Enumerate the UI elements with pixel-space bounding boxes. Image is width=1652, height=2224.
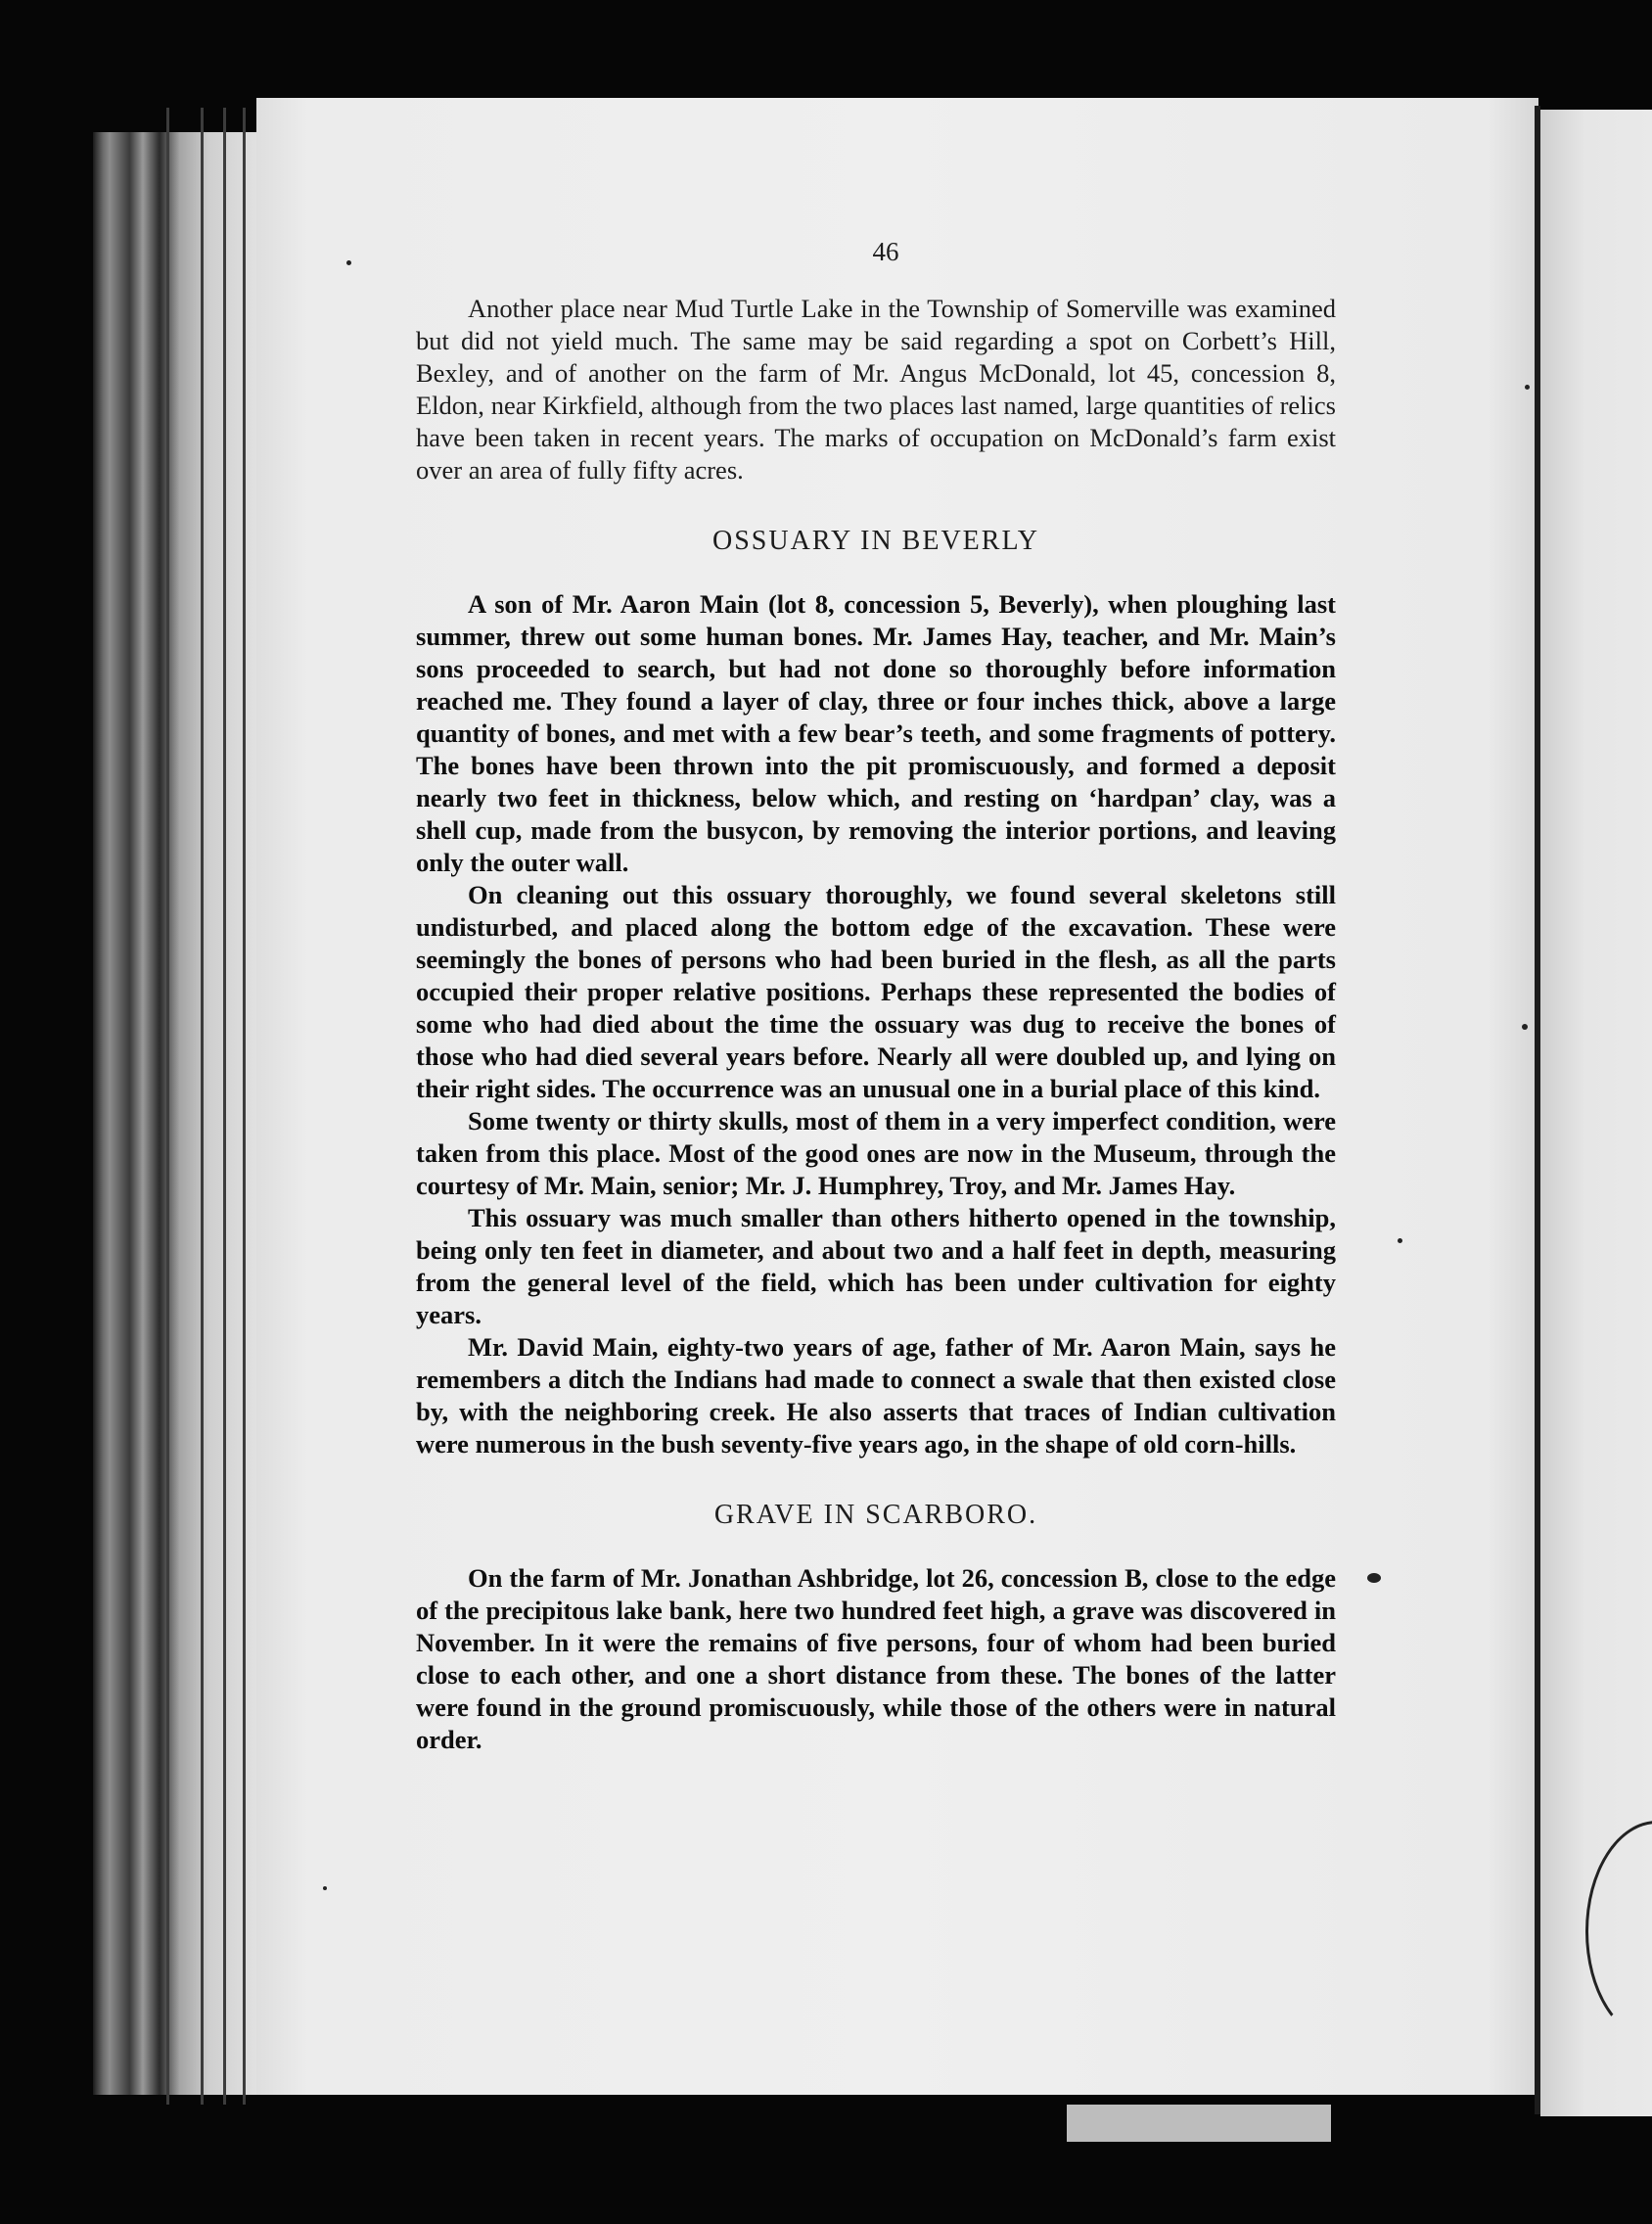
paragraph: On cleaning out this ossuary thoroughly, we found several skeletons still undisturbed, and placed along the bottom edge of the excavation. These were seemingly the bones of persons who had been buried in the flesh, as all the parts occupied their proper relative positions. Perhaps these represented the bodies of some who had died about the time the ossuary was dug to receive the bones of those who had died several years before. Nearly all were doubled up, and lying on their right sides. The occurrence was an unusual one in a burial place of this kind. (416, 880, 1336, 1103)
paragraph: Mr. David Main, eighty-two years of age, father of Mr. Aaron Main, says he remembers a ditch the Indians had made to connect a swale that then existed close by, with the neighboring creek. He also asserts that traces of Indian cultivation were numerous in the bush seventy-five years ago, in the shape of old corn-hills. (416, 1332, 1336, 1459)
page-text-block (416, 227, 1336, 1756)
paragraph: A son of Mr. Aaron Main (lot 8, concession 5, Beverly), when ploughing last summer, threw out some human bones. Mr. James Hay, teacher, and Mr. Main’s sons proceeded to search, but had not done so thoroughly before information reached me. They found a layer of clay, three or four inches thick, above a large quantity of bones, and met with a few bear’s teeth, and some fragments of pottery. The bones have been thrown into the pit promiscuously, and formed a deposit nearly two feet in thickness, below which, and resting on ‘hardpan’ clay, was a shell cup, made from the busycon, by removing the interior portions, and leaving only the outer wall. (416, 589, 1336, 877)
paragraph: This ossuary was much smaller than others hitherto opened in the township, being only ten feet in diameter, and about two and a half feet in depth, measuring from the general level of the field, which has been under cultivation for eighty years. (416, 1203, 1336, 1329)
page-number: 46 (872, 237, 899, 266)
section-heading: GRAVE IN SCARBORO. (713, 1500, 1038, 1530)
book-edge (93, 132, 259, 2095)
page-edge-line (243, 108, 246, 2105)
section-heading: OSSUARY IN BEVERLY (712, 526, 1039, 556)
page-bottom-edge (1067, 2105, 1331, 2142)
facing-page-edge (1540, 110, 1652, 2116)
paragraph: On the farm of Mr. Jonathan Ashbridge, lot 26, concession B, close to the edge of the precipitous lake bank, here two hundred feet high, a grave was discovered in November. In it were the remains of five persons, four of whom had been buried close to each other, and one a short distance from these. The bones of the latter were found in the ground promiscuously, while those of the others were in natural order. (416, 1563, 1336, 1754)
print-speck (1522, 1024, 1528, 1030)
print-speck (1367, 1573, 1381, 1583)
print-speck (346, 260, 351, 265)
print-speck (1525, 385, 1530, 390)
page-edge-line (201, 108, 204, 2105)
paragraph: Another place near Mud Turtle Lake in the Township of Somerville was examined but did not yield much. The same may be said regarding a spot on Corbett’s Hill, Bexley, and of another on the farm of Mr. Angus McDonald, lot 45, concession 8, Eldon, near Kirkfield, although from the two places last named, large quantities of relics have been taken in recent years. The marks of occupation on McDonald’s farm exist over an area of fully fifty acres. (416, 294, 1336, 485)
paragraph: Some twenty or thirty skulls, most of them in a very imperfect condition, were taken from this place. Most of the good ones are now in the Museum, through the courtesy of Mr. Main, senior; Mr. J. Humphrey, Troy, and Mr. James Hay. (416, 1106, 1336, 1200)
print-speck (323, 1886, 327, 1890)
page-edge-line (223, 108, 226, 2105)
print-speck (1398, 1238, 1402, 1243)
page-edge-line (166, 108, 169, 2105)
